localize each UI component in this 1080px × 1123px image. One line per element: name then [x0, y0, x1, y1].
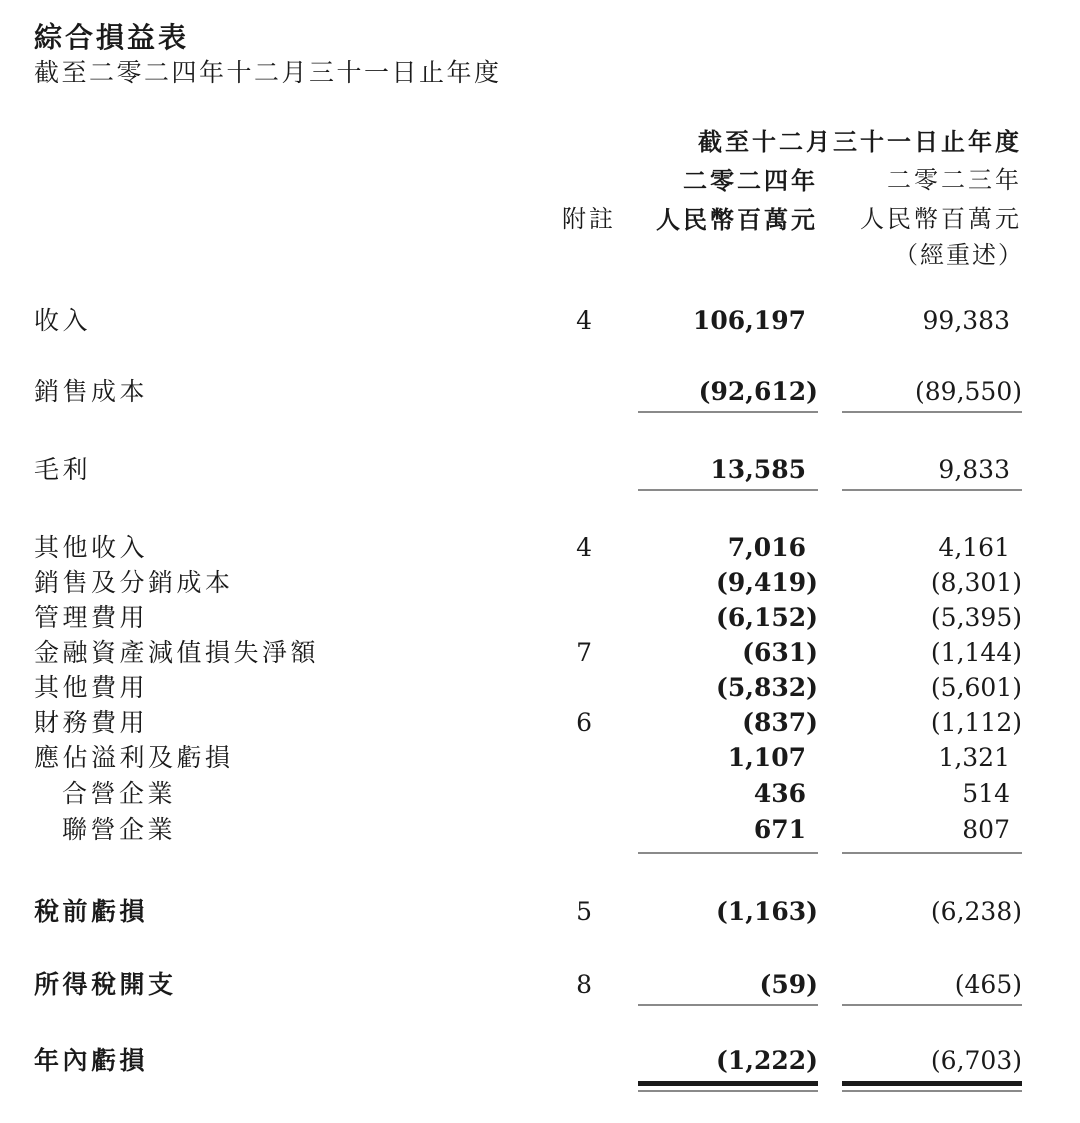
- row-label: 應佔溢利及虧損: [34, 743, 234, 772]
- total-rule-thick: [842, 1081, 1022, 1086]
- row-value-2024: (1,163): [716, 897, 818, 926]
- row-label: 聯營企業: [62, 815, 177, 844]
- table-row: [0, 640, 1080, 678]
- row-value-2024: (92,612): [698, 377, 818, 406]
- subtotal-rule: [638, 489, 818, 491]
- row-label: 稅前虧損: [34, 897, 149, 926]
- page-subtitle: 截至二零二四年十二月三十一日止年度: [34, 58, 502, 87]
- row-value-2023: 807: [962, 815, 1010, 844]
- subtotal-rule: [842, 489, 1022, 491]
- row-note: 4: [576, 306, 592, 335]
- column-header-period: 截至十二月三十一日止年度: [698, 127, 1022, 156]
- row-note: 7: [576, 638, 592, 667]
- row-value-2023: 1,321: [938, 743, 1010, 772]
- row-value-2023: (5,395): [930, 603, 1022, 632]
- row-label: 其他費用: [34, 673, 149, 702]
- row-value-2023: (1,112): [930, 708, 1022, 737]
- row-value-2024: (1,222): [716, 1046, 818, 1075]
- row-label: 所得稅開支: [34, 970, 177, 999]
- column-header-note: 附註: [562, 205, 616, 233]
- row-value-2023: (6,238): [930, 897, 1022, 926]
- row-value-2024: (5,832): [716, 673, 818, 702]
- table-row: [0, 781, 1080, 819]
- row-value-2024: 436: [753, 779, 806, 808]
- row-note: 5: [576, 897, 592, 926]
- row-value-2024: 7,016: [727, 533, 806, 562]
- table-row: [0, 308, 1080, 346]
- row-value-2023: 99,383: [922, 306, 1010, 335]
- row-label: 管理費用: [34, 603, 149, 632]
- row-label: 年內虧損: [34, 1046, 149, 1075]
- row-value-2023: (465): [954, 970, 1022, 999]
- row-value-2024: (6,152): [716, 603, 818, 632]
- row-value-2023: 9,833: [938, 455, 1010, 484]
- row-label: 銷售及分銷成本: [34, 568, 234, 597]
- subtotal-rule: [842, 1004, 1022, 1006]
- table-row: [0, 817, 1080, 855]
- row-value-2024: 671: [753, 815, 806, 844]
- total-rule-thin: [638, 1090, 818, 1092]
- row-label: 財務費用: [34, 708, 149, 737]
- subtotal-rule: [842, 411, 1022, 413]
- column-header-year-2023: 二零二三年: [887, 166, 1022, 194]
- row-note: 8: [576, 970, 592, 999]
- row-value-2024: (837): [742, 708, 818, 737]
- subtotal-rule: [638, 1004, 818, 1006]
- row-label: 收入: [34, 306, 92, 335]
- row-value-2023: (5,601): [930, 673, 1022, 702]
- row-value-2023: (8,301): [930, 568, 1022, 597]
- subtotal-rule: [638, 852, 818, 854]
- subtotal-rule: [638, 411, 818, 413]
- column-header-unit-2023: 人民幣百萬元: [860, 205, 1022, 233]
- row-value-2023: 514: [962, 779, 1010, 808]
- total-rule-thick: [638, 1081, 818, 1086]
- column-header-unit-2024: 人民幣百萬元: [656, 205, 818, 234]
- table-row: [0, 675, 1080, 713]
- row-value-2024: 106,197: [692, 306, 806, 335]
- row-value-2024: 1,107: [727, 743, 806, 772]
- row-value-2024: 13,585: [710, 455, 806, 484]
- row-label: 銷售成本: [34, 377, 149, 406]
- row-value-2024: (59): [759, 970, 818, 999]
- row-note: 6: [576, 708, 592, 737]
- row-value-2023: 4,161: [938, 533, 1010, 562]
- row-value-2024: (9,419): [716, 568, 818, 597]
- row-label: 金融資產減值損失淨額: [34, 638, 320, 667]
- row-value-2023: (6,703): [930, 1046, 1022, 1075]
- subtotal-rule: [842, 852, 1022, 854]
- table-row: [0, 899, 1080, 937]
- row-label: 毛利: [34, 455, 92, 484]
- row-label: 其他收入: [34, 533, 149, 562]
- page-title: 綜合損益表: [34, 21, 190, 54]
- row-label: 合營企業: [62, 779, 177, 808]
- row-value-2023: (89,550): [915, 377, 1022, 406]
- table-row: [0, 570, 1080, 608]
- row-value-2023: (1,144): [930, 638, 1022, 667]
- column-header-year-2024: 二零二四年: [683, 166, 818, 195]
- total-rule-thin: [842, 1090, 1022, 1092]
- column-header-restated: （經重述）: [894, 241, 1024, 269]
- row-value-2024: (631): [742, 638, 818, 667]
- table-row: [0, 745, 1080, 783]
- row-note: 4: [576, 533, 592, 562]
